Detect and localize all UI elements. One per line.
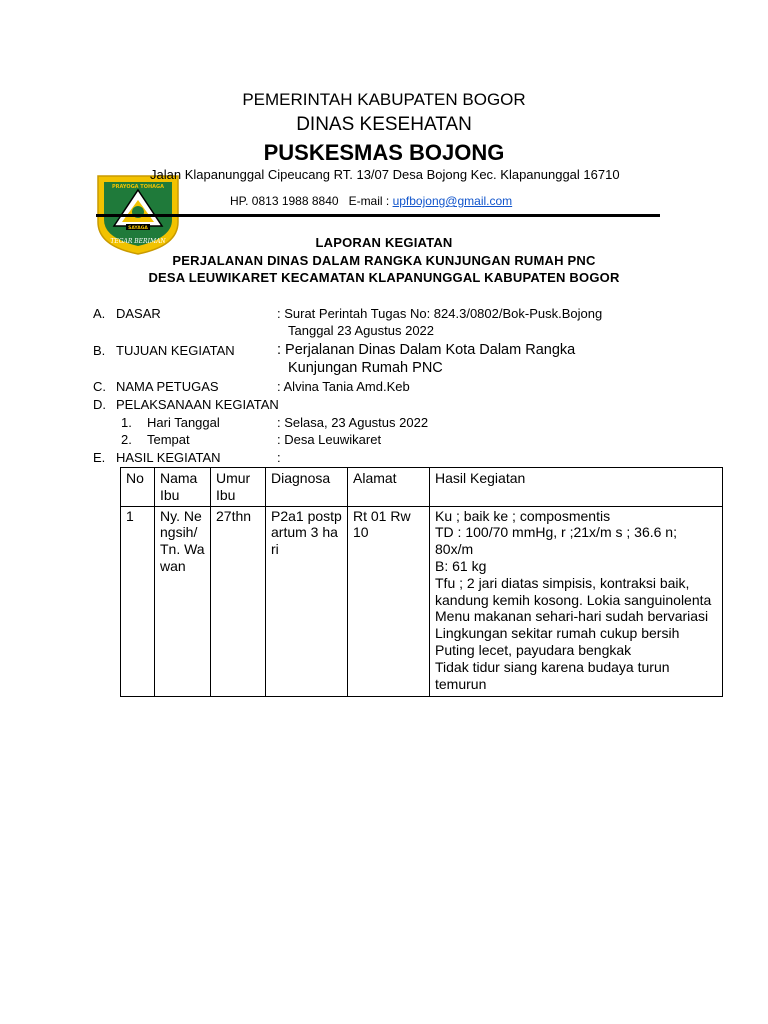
header-email-label: E-mail : [348, 194, 390, 208]
hasil-line: Tidak tidur siang karena budaya turun temurun [435, 658, 670, 692]
field-dasar-value-2: Tanggal 23 Agustus 2022 [288, 323, 435, 338]
field-tujuan-label: TUJUAN KEGIATAN [116, 343, 235, 358]
cell-umur-ibu: 27thn [211, 506, 266, 697]
cell-nama-ibu: Ny. Nengsih/ Tn. Wawan [155, 506, 211, 697]
header-cell-no: No [121, 468, 155, 507]
header-cell-umur-ibu: Umur Ibu [211, 468, 266, 507]
field-hari-tanggal-label: Hari Tanggal [147, 415, 220, 430]
hasil-line: Lingkungan sekitar rumah cukup bersih [435, 625, 680, 642]
field-tujuan-value-2: Kunjungan Rumah PNC [288, 360, 443, 376]
header-address: Jalan Klapanunggal Cipeucang RT. 13/07 Desa Bojong Kec. Klapanunggal 16710 [150, 167, 620, 182]
cell-hasil-kegiatan [430, 506, 723, 697]
hasil-line: Ku ; baik ke ; composmentis [435, 507, 611, 524]
cell-alamat: Rt 01 Rw 10 [348, 506, 430, 697]
header-cell-alamat: Alamat [348, 468, 430, 507]
header-divider [96, 214, 660, 217]
header-phone: HP. 0813 1988 8840 [230, 194, 339, 208]
header-cell-hasil-kegiatan: Hasil Kegiatan [430, 468, 723, 507]
field-dasar-label: DASAR [116, 306, 161, 321]
report-subtitle-2: DESA LEUWIKARET KECAMATAN KLAPANUNGGAL KABUPATEN BOGOR [148, 270, 620, 285]
field-pelaksanaan-label: PELAKSANAAN KEGIATAN [116, 397, 279, 412]
field-tujuan-value: : Perjalanan Dinas Dalam Kota Dalam Rangka [277, 342, 576, 358]
header-cell-nama-ibu: Nama Ibu [155, 468, 211, 507]
hasil-line: Tfu ; 2 jari diatas simpisis, kontraksi baik, kandung kemih kosong. Lokia sanguinolenta [435, 574, 712, 608]
field-petugas-label: NAMA PETUGAS [116, 379, 219, 394]
field-tempat-value: : Desa Leuwikaret [277, 432, 382, 447]
field-hasil-colon: : [277, 450, 281, 465]
field-hari-tanggal-value: : Selasa, 23 Agustus 2022 [277, 415, 429, 430]
header-cell-diagnosa: Diagnosa [266, 468, 348, 507]
field-hasil-label: HASIL KEGIATAN [116, 450, 221, 465]
results-table [120, 467, 723, 697]
field-d2-marker: 2. [121, 432, 132, 447]
field-petugas-value: : Alvina Tania Amd.Keb [277, 379, 410, 394]
table-header-row [121, 468, 723, 507]
table-row [121, 506, 723, 697]
field-tempat-label: Tempat [147, 432, 190, 447]
header-department: DINAS KESEHATAN [296, 114, 472, 135]
header-puskesmas: PUSKESMAS BOJONG [263, 140, 505, 165]
field-c-marker: C. [93, 379, 106, 394]
field-d-marker: D. [93, 397, 106, 412]
logo-badge-text: SAYAGA [128, 226, 148, 231]
field-a-marker: A. [93, 306, 106, 321]
logo-top-text: PRAYOGA TOHAGA [111, 184, 165, 190]
field-e-marker: E. [93, 450, 106, 465]
hasil-line: Menu makanan sehari-hari sudah bervariasi [435, 608, 709, 625]
header-government: PEMERINTAH KABUPATEN BOGOR [242, 90, 526, 109]
hasil-line: Puting lecet, payudara bengkak [435, 641, 632, 658]
logo-bottom-text: TEGAR BERIMAN [110, 238, 166, 245]
email-link[interactable]: upfbojong@gmail.com [392, 194, 513, 208]
field-d1-marker: 1. [121, 415, 132, 430]
cell-no: 1 [121, 506, 155, 697]
field-dasar-value: : Surat Perintah Tugas No: 824.3/0802/Bok-Pusk.Bojong [277, 306, 603, 321]
hasil-line: B: 61 kg [435, 557, 487, 574]
cell-diagnosa: P2a1 postpartum 3 hari [266, 506, 348, 697]
report-subtitle-1: PERJALANAN DINAS DALAM RANGKA KUNJUNGAN RUMAH PNC [172, 253, 596, 268]
header-contact [230, 194, 512, 208]
field-b-marker: B. [93, 343, 106, 358]
hasil-line: TD : 100/70 mmHg, r ;21x/m s ; 36.6 n; 80x/m [435, 524, 677, 558]
report-title: LAPORAN KEGIATAN [315, 235, 453, 250]
